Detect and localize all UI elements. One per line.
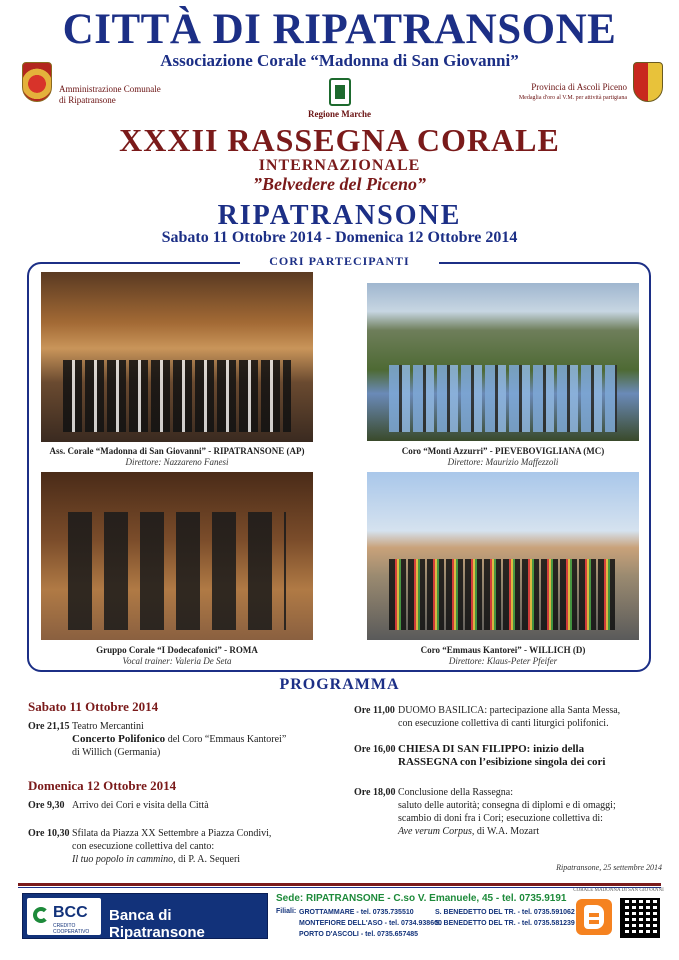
qr-code-icon — [620, 898, 660, 938]
sponsor-label: CORALE MADONNA DI SAN GIOVANNI — [573, 888, 664, 893]
day2-ev5-line1: Conclusione della Rassegna: — [398, 787, 513, 798]
filiali-column-1 — [299, 907, 442, 940]
province-crest-icon — [633, 62, 663, 102]
choir-director-3: Vocal trainer: Valeria De Seta — [122, 656, 232, 666]
day2-event-1 — [28, 799, 328, 812]
ripatransone-crest-icon — [22, 62, 52, 102]
choir-photo-roma — [41, 472, 313, 640]
bcc-sub: CREDITO COOPERATIVO — [53, 923, 90, 935]
blogger-icon[interactable] — [576, 899, 612, 935]
day1-ev1-concert: Concerto Polifonico — [72, 733, 166, 745]
province-line-2: Medaglia d'oro al V.M. per attività partigiana — [518, 95, 627, 101]
choir-caption-1 — [41, 446, 313, 468]
association-name: Associazione Corale “Madonna di San Giovanni” — [160, 51, 519, 70]
filiali-column-2 — [435, 907, 575, 929]
choir-name-4: Coro “Emmaus Kantorei” - WILLICH (D) — [420, 645, 586, 655]
day1-ev1-line3: di Willich (Germania) — [72, 747, 161, 758]
choir-photo-willich — [367, 472, 639, 640]
day2-ev3-line2: con esecuzione collettiva di canti liturgici polifonici. — [398, 718, 609, 729]
day2-ev2-line3: di P. A. Sequeri — [175, 854, 241, 865]
day2-ev2-line2: con esecuzione collettiva del canto: — [72, 841, 215, 852]
bcc-c-icon — [33, 907, 49, 923]
day2-ev4-line2: RASSEGNA con l’esibizione singola dei cori — [398, 756, 606, 768]
filiale-2: MONTEFIORE DELL'ASO - tel. 0734.938600 — [299, 920, 442, 927]
province-label — [480, 82, 627, 104]
admin-line-2: di Ripatransone — [59, 95, 116, 105]
event-dates: Sabato 11 Ottobre 2014 - Domenica 12 Ottobre 2014 — [161, 229, 518, 246]
day1-ev1-line2: del Coro “Emmaus Kantorei” — [165, 734, 287, 745]
day2-ev4-line1: CHIESA DI SAN FILIPPO: inizio della — [398, 743, 585, 755]
filiali-label: Filiali: — [276, 908, 297, 915]
cori-label: CORI PARTECIPANTI — [240, 254, 439, 269]
event-location: RIPATRANSONE — [217, 200, 462, 231]
bcc-word: BCC — [53, 904, 88, 921]
choir-photo-ripatransone — [41, 272, 313, 442]
choir-caption-3 — [41, 645, 313, 667]
filiale-3: PORTO D'ASCOLI - tel. 0735.657485 — [299, 931, 419, 938]
day2-event-2 — [28, 827, 328, 866]
admin-label — [59, 84, 161, 106]
day1-title: Sabato 11 Ottobre 2014 — [28, 699, 159, 714]
day1-ev1-line1: Teatro Mercantini — [72, 721, 144, 732]
choir-caption-2 — [367, 446, 639, 468]
regione-marche-logo-icon — [329, 78, 351, 106]
day2-ev1-time: Ore 9,30 — [28, 800, 65, 811]
day2-ev1-line1: Arrivo dei Cori e visita della Città — [72, 800, 209, 811]
event-title: XXXII RASSEGNA CORALE — [119, 122, 560, 158]
filiale-4: S. BENEDETTO DEL TR. - tel. 0735.591062 — [435, 909, 575, 916]
signoff-date: Ripatransone, 25 settembre 2014 — [556, 863, 662, 872]
event-subtitle: INTERNAZIONALE — [258, 157, 421, 174]
region-label: Regione Marche — [307, 109, 372, 119]
day2-title: Domenica 12 Ottobre 2014 — [28, 778, 177, 793]
day2-ev2-time: Ore 10,30 — [28, 828, 70, 839]
admin-line-1: Amministrazione Comunale — [59, 84, 161, 94]
day2-ev2-hymn: Il tuo popolo in cammino, — [72, 854, 176, 865]
day2-ev4-time: Ore 16,00 — [354, 744, 396, 755]
event-name: ”Belvedere del Piceno” — [253, 174, 426, 194]
bcc-logo — [27, 898, 101, 935]
choir-name-3: Gruppo Corale “I Dodecafonici” - ROMA — [96, 645, 258, 655]
day2-ev5-work: Ave verum Corpus, — [398, 826, 475, 837]
day2-ev5-line3: scambio di doni fra i Cori; esecuzione collettiva di: — [398, 813, 603, 824]
choir-caption-4 — [367, 645, 639, 667]
filiale-1: GROTTAMMARE - tel. 0735.735510 — [299, 909, 414, 916]
choir-director-4: Direttore: Klaus-Peter Pfeifer — [448, 656, 558, 666]
day2-event-4 — [354, 743, 674, 769]
day2-ev5-line2: saluto delle autorità; consegna di diplomi e di omaggi; — [398, 800, 616, 811]
day1-ev1-time: Ore 21,15 — [28, 721, 70, 732]
footer-divider — [18, 883, 661, 886]
bank-name: Banca di Ripatransone — [109, 907, 205, 941]
day2-event-5 — [354, 786, 674, 838]
bank-banner — [22, 893, 268, 939]
city-title: CITTÀ DI RIPATRANSONE — [62, 6, 617, 53]
day2-ev5-line4: di W.A. Mozart — [474, 826, 540, 837]
day1-event-1 — [28, 720, 328, 759]
programma-title: PROGRAMMA — [279, 676, 400, 693]
filiale-5: S. BENEDETTO DEL TR. - tel. 0735.581239 — [435, 920, 575, 927]
day2-ev2-line1: Sfilata da Piazza XX Settembre a Piazza Condivi, — [72, 828, 272, 839]
footer-divider-thin — [18, 887, 661, 888]
choir-photo-pievebovigliana — [367, 283, 639, 441]
choir-director-1: Direttore: Nazzareno Fanesi — [125, 457, 229, 467]
bank-sede: Sede: RIPATRANSONE - C.so V. Emanuele, 45 - tel. 0735.9191 — [276, 893, 567, 904]
province-line-1: Provincia di Ascoli Piceno — [531, 82, 627, 92]
day2-ev3-line1: DUOMO BASILICA: partecipazione alla Santa Messa, — [398, 705, 621, 716]
day2-ev5-time: Ore 18,00 — [354, 787, 396, 798]
choir-name-2: Coro “Monti Azzurri” - PIEVEBOVIGLIANA (MC) — [401, 446, 605, 456]
day2-event-3 — [354, 704, 674, 730]
choir-name-1: Ass. Corale “Madonna di San Giovanni” - RIPATRANSONE (AP) — [49, 446, 305, 456]
day2-ev3-time: Ore 11,00 — [354, 705, 395, 716]
choir-director-2: Direttore: Maurizio Maffezzoli — [447, 457, 559, 467]
